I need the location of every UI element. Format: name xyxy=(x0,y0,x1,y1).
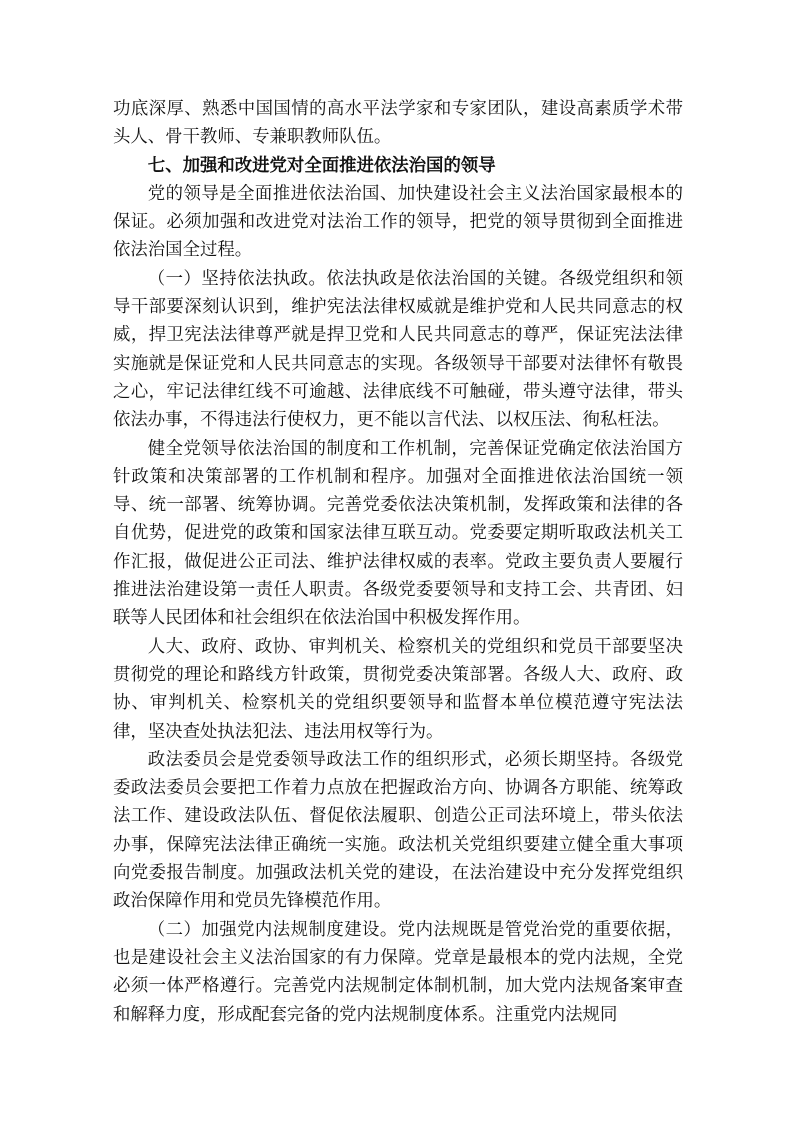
paragraph-mechanism: 健全党领导依法治国的制度和工作机制，完善保证党确定依法治国方针政策和决策部署的工作机制和程序。加强对全面推进依法治国统一领导、统一部署、统筹协调。完善党委依法决策机制，发挥政策和法律的各自优势，促进党的政策和国家法律互联互动。党委要定期听取政法机关工作汇报，做促进公正司法、维护法律权威的表率。党政主要负责人要履行推进法治建设第一责任人职责。各级党委要领导和支持工会、共青团、妇联等人民团体和社会组织在依法治国中积极发挥作用。 xyxy=(113,438,683,629)
paragraph-continuation: 功底深厚、熟悉中国国情的高水平法学家和专家团队，建设高素质学术带头人、骨干教师、专兼职教师队伍。 xyxy=(113,99,683,148)
paragraph-intra-party-regulations: （二）加强党内法规制度建设。党内法规既是管党治党的重要依据，也是建设社会主义法治国家的有力保障。党章是最根本的党内法规，全党必须一体严格遵行。完善党内法规制定体制机制，加大党内法规备案审查和解释力度，形成配套完备的党内法规制度体系。注重党内法规同 xyxy=(113,919,683,1025)
paragraph-rule-by-law: （一）坚持依法执政。依法执政是依法治国的关键。各级党组织和领导干部要深刻认识到，维护宪法法律权威就是维护党和人民共同意志的权威，捍卫宪法法律尊严就是捍卫党和人民共同意志的尊严，保证宪法法律实施就是保证党和人民共同意志的实现。各级领导干部要对法律怀有敬畏之心，牢记法律红线不可逾越、法律底线不可触碰，带头遵守法律，带头依法办事，不得违法行使权力，更不能以言代法、以权压法、徇私枉法。 xyxy=(113,268,683,431)
document-page xyxy=(113,95,683,1029)
section-heading: 七、加强和改进党对全面推进依法治国的领导 xyxy=(147,155,496,176)
paragraph-party-organizations: 人大、政府、政协、审判机关、检察机关的党组织和党员干部要坚决贯彻党的理论和路线方针政策，贯彻党委决策部署。各级人大、政府、政协、审判机关、检察机关的党组织要领导和监督本单位模范遵守宪法法律，坚决查处执法犯法、违法用权等行为。 xyxy=(113,636,683,742)
paragraph-intro: 党的领导是全面推进依法治国、加快建设社会主义法治国家最根本的保证。必须加强和改进党对法治工作的领导，把党的领导贯彻到全面推进依法治国全过程。 xyxy=(113,183,683,261)
paragraph-political-legal-committee: 政法委员会是党委领导政法工作的组织形式，必须长期坚持。各级党委政法委员会要把工作着力点放在把握政治方向、协调各方职能、统筹政法工作、建设政法队伍、督促依法履职、创造公正司法环境上，带头依法办事，保障宪法法律正确统一实施。政法机关党组织要建立健全重大事项向党委报告制度。加强政法机关党的建设，在法治建设中充分发挥党组织政治保障作用和党员先锋模范作用。 xyxy=(113,749,683,912)
